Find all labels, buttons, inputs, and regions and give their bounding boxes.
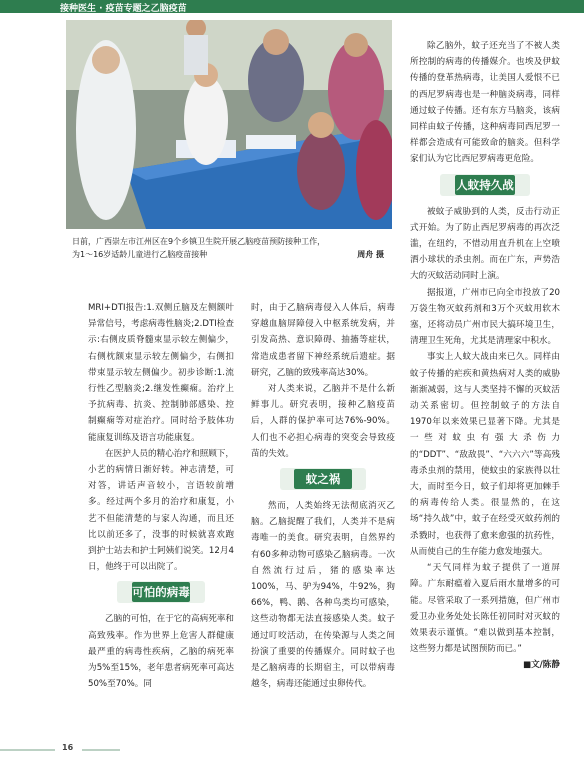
paragraph: 时，由于乙脑病毒侵入人体后，病毒穿越血脑屏障侵入中枢系统发病，并引发高热、意识障碍、抽搐等症状，常造成患者留下神经系统后遗症。据研究，乙脑的致残率高达30%。 (251, 303, 395, 378)
caption-line-1: 日前，广西崇左市江州区在9个乡镇卫生院开展乙脑疫苗预防接种工作， (72, 237, 326, 246)
section-heading: 人蚊持久战 (455, 175, 515, 195)
paragraph: 然而，人类始终无法彻底消灭乙脑。乙脑捉醒了我们，人类并不是病毒唯一的美食。研究表明，自然界约有60多种动物可感染乙脑病毒。一次自然流行过后，猪的感染率达100%，马、驴为94%，牛92%，狗66%，鸭、鹅、各种鸟类均可感染，这些动物都无法直接感染人类。蚊子通过叮咬活动，在传染源与人类之间扮演了重要的传播媒介。同时蚊子也是乙脑病毒的长期宿主，可以带病毒越冬，病毒还能通过虫卵传代。 (251, 501, 395, 690)
section-heading: 可怕的病毒 (132, 582, 190, 602)
caption-line-2: 为1～16岁适龄儿童进行乙脑疫苗接种 (72, 250, 208, 259)
author-byline: ■文/陈静 (522, 660, 560, 671)
photo-credit: 周舟 摄 (357, 250, 384, 259)
paragraph: 据报道，广州市已向全市投放了20万袋生物灭蚊药剂和3万个灭蚊用软木塞，还将动员广州市民大搞环境卫生，清理卫生死角，尤其是清理家中积水。 (410, 287, 560, 347)
page-number-decoration (0, 744, 120, 756)
paragraph: 除乙脑外，蚊子还充当了不被人类所控制的病毒的传播媒介。也埃及伊蚊传播的登革热病毒，让美国人爱恨不已的西尼罗病毒也是一种脑炎病毒，同样通过蚊子传播。还有东方马脑炎，该病同样由蚊子传播，这种病毒同西尼罗一样都会造成有可能致命的脑炎。但科学家们认为它比西尼罗病毒更危险。 (410, 41, 560, 165)
paragraph: 被蚊子威胁到的人类，反击行动正式开始。为了防止西尼罗病毒的再次泛滥，在纽约，不惜动用直升机在上空喷洒小球状的杀虫剂。而在广东，声势浩大的灭蚊活动同时上演。 (410, 206, 560, 282)
paragraph: 对人类来说，乙脑并不是什么新鲜事儿。研究表明，接种乙脑疫苗后，人群的保护率可达76%-90%。人们也不必担心病毒的突变会导致疫苗的失效。 (251, 384, 395, 459)
section-heading-banner (410, 172, 560, 198)
paragraph: “天气同样为蚊子提供了一道屏障。广东耐瘟着入夏后雨水量增多的可能。尽管采取了一系列措施，但广州市爱卫办业务处处长陈任初同时对灭蚊的效果表示谨慎。“难以做到基本控制，这些努力都是试图预防而已。” (410, 563, 560, 655)
section-heading-banner (251, 466, 395, 492)
paragraph: 乙脑的可怕，在于它的高病死率和高致残率。作为世界上危害人群健康最严重的病毒性疾病，乙脑的病死率为5%至15%，老年患者病死率可高达50%至70%。同 (88, 614, 234, 690)
section-heading-banner (88, 579, 234, 605)
paragraph: MRI+DTI报告:1.双侧丘脑及左侧额叶异常信号，考虑病毒性脑炎;2.DTI检查示:右侧皮质脊髓束显示较左侧偏少，右侧枕额束显示较左侧偏少，右侧扣带束显示较左侧偏少。初步诊断:1.流行性乙型脑炎;2.继发性癫痫。治疗上予抗病毒、抗炎、控制肺部感染、控制癫痫等对症治疗。同时给予肢体功能康复训练及语言功能康复。 (88, 303, 234, 443)
photo-illustration (66, 20, 392, 229)
paragraph: 事实上人蚊大战由来已久。同样由蚊子传播的疟疾和黄热病对人类的威胁渐渐减弱，这与人类坚持不懈的灭蚊活动关系密切。但控制蚊子的方法自1970年以来效果已显著下降。尤其是一些对蚊虫有强大杀伤力的“DDT”、“敌敌畏”、“六六六”等高残毒杀虫剂的禁用，使蚊虫的家族得以壮大，而时至今日，蚊子们却将更加棘手的病毒传给人类。很显然的，在这场“持久战”中，蚊子在经受灭蚊药剂的杀戮时，也获得了愈来愈强的抗药性，从而使自己的生存能力愈发地强大。 (410, 352, 560, 557)
vaccination-photo (66, 20, 392, 229)
article-column-3 (410, 38, 560, 674)
article-column-1 (88, 300, 234, 692)
page-number: 16 (62, 743, 74, 752)
magazine-header (0, 0, 584, 16)
section-heading: 蚊之祸 (294, 469, 352, 489)
article-column-2 (251, 300, 395, 692)
header-title: 接种医生 · 疫苗专题之乙脑疫苗 (60, 4, 187, 14)
paragraph: 在医护人员的精心治疗和照顾下，小艺的病情日渐好转。神志清楚，可对答，讲话声音较小，言语较前增多。经过两个多月的治疗和康复，小艺不但能清楚的与家人沟通，而且还比以前还多了，没事的时候就喜欢跑到护士站去和护士阿姨们说笑。12月4日，他终于可以出院了。 (88, 448, 234, 573)
photo-caption (72, 235, 390, 261)
